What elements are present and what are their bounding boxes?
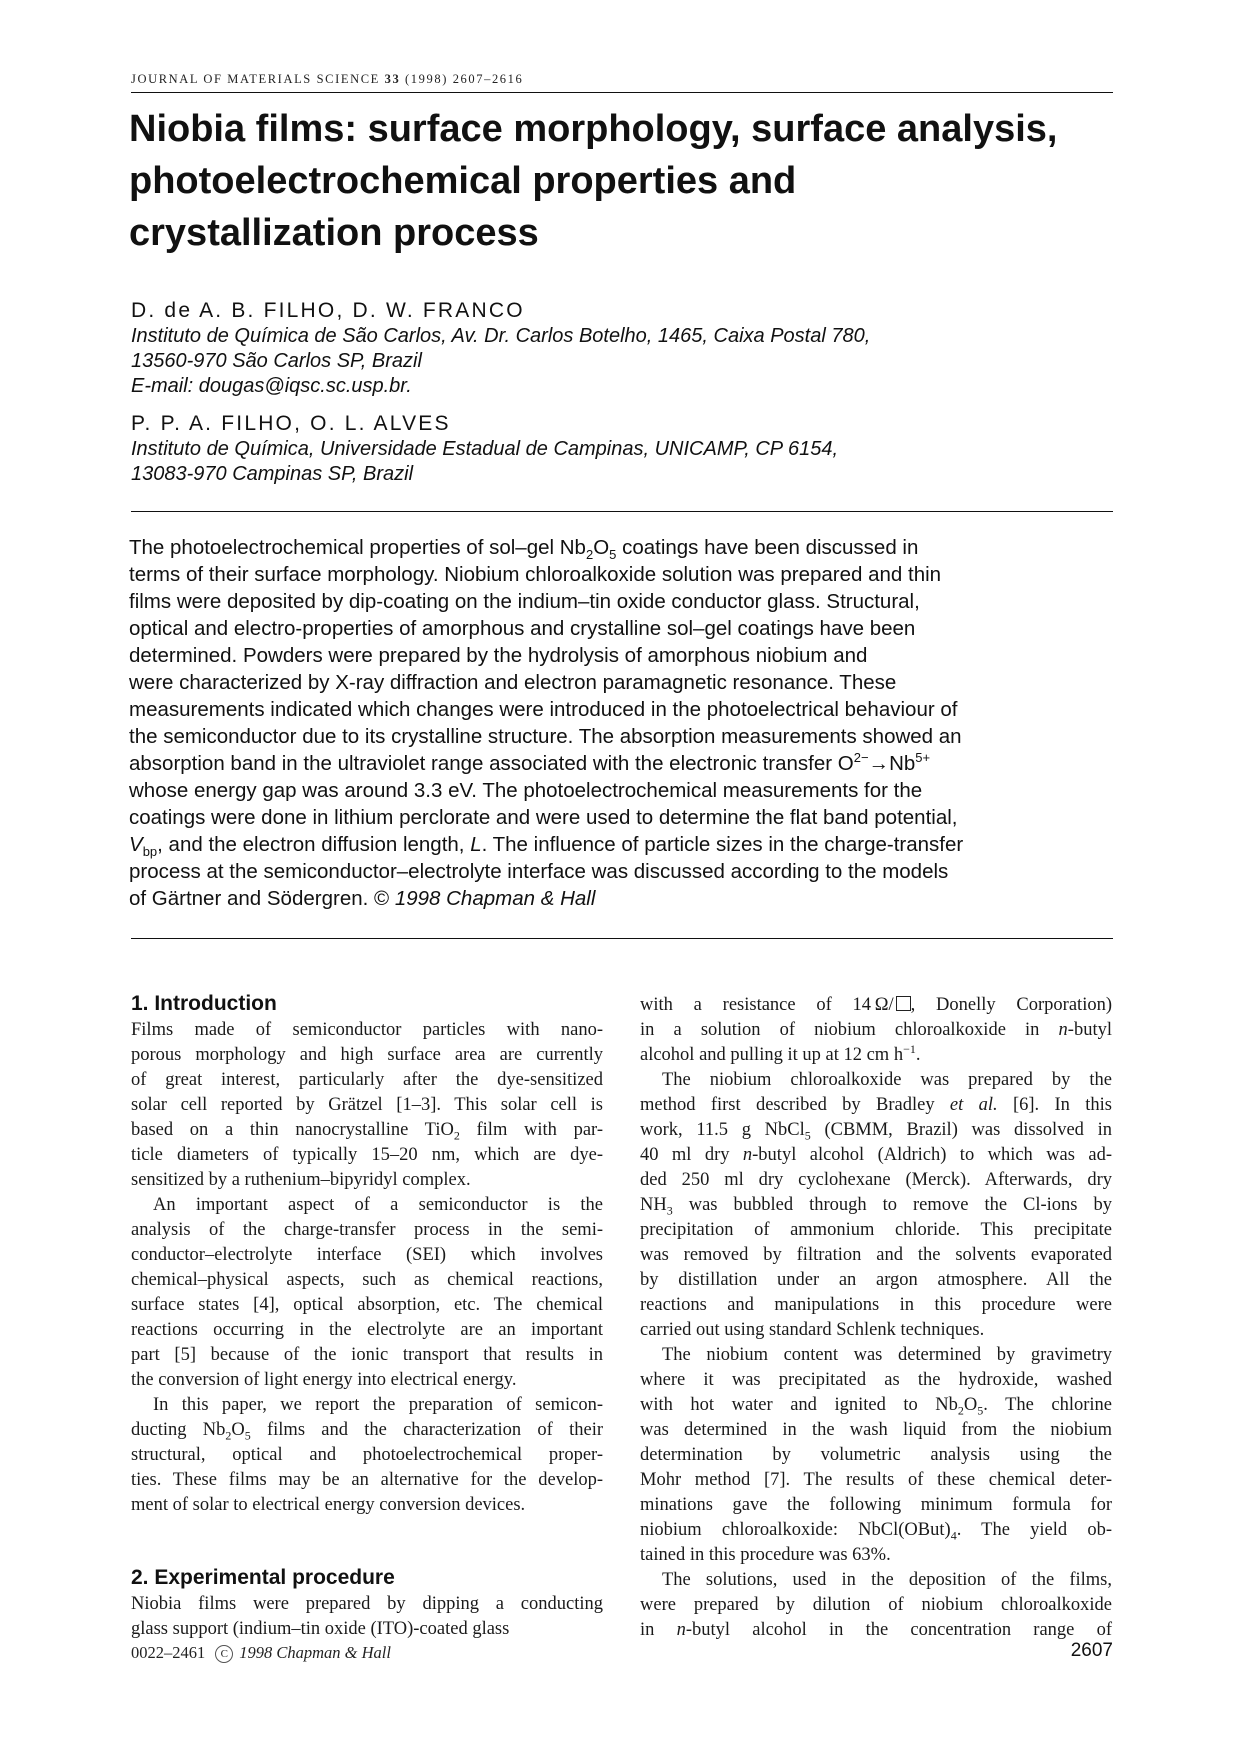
body-line: work, 11.5 g NbCl$_5$ (CBMM, Brazil) was dissolved in — [640, 1120, 1112, 1143]
abstract-line: the semiconductor due to its crystalline structure. The absorption measurements showed an — [129, 725, 962, 748]
body-line: method first described by Bradley et al. [6]. In this — [640, 1095, 1112, 1115]
body-line: was removed by filtration and the solvents evaporated — [640, 1245, 1112, 1265]
article-title — [129, 103, 1129, 259]
body-line: The niobium content was determined by gravimetry — [662, 1345, 1112, 1365]
affiliation-1 — [131, 324, 1111, 399]
body-line: An important aspect of a semiconductor is the — [153, 1195, 603, 1215]
body-line: solar cell reported by Grätzel [1–3]. This solar cell is — [131, 1095, 603, 1115]
abstract-line: whose energy gap was around 3.3 eV. The photoelectrochemical measurements for the — [129, 779, 923, 802]
body-line: determination by volumetric analysis using the — [640, 1445, 1112, 1465]
body-line: analysis of the charge-transfer process in the semi- — [131, 1220, 603, 1240]
body-line: where it was precipitated as the hydroxide, washed — [640, 1370, 1112, 1390]
title-line: photoelectrochemical properties and — [129, 160, 797, 202]
abstract-line: absorption band in the ultraviolet range associated with the electronic transfer $O^{2-}\to Nb^{5+}$ — [129, 750, 931, 775]
section-heading-experimental: 2. Experimental procedure — [131, 1566, 395, 1589]
title-line: crystallization process — [129, 212, 539, 254]
abstract-line: terms of their surface morphology. Niobium chloroalkoxide solution was prepared and thin — [129, 563, 942, 586]
body-line: porous morphology and high surface area are currently — [131, 1045, 603, 1065]
affiliation-line: 13560-970 São Carlos SP, Brazil — [131, 350, 422, 372]
body-line: The niobium chloroalkoxide was prepared by the — [662, 1070, 1112, 1090]
body-line: ticle diameters of typically 15–20 nm, which are dye- — [131, 1145, 603, 1165]
publisher: 1998 Chapman & Hall — [239, 1643, 391, 1662]
body-line: ment of solar to electrical energy conversion devices. — [131, 1495, 526, 1515]
abstract-bottom-rule — [131, 938, 1113, 939]
body-line: ducting $Nb_2O_5$ films and the characterization of their — [131, 1420, 603, 1443]
abstract-line: The photoelectrochemical properties of sol–gel $Nb_2O_5$ coatings have been discussed in — [129, 536, 919, 563]
copyright-icon: C — [215, 1645, 233, 1663]
body-line: carried out using standard Schlenk techniques. — [640, 1320, 985, 1340]
body-line: conductor–electrolyte interface (SEI) which involves — [131, 1245, 603, 1265]
body-line: tained in this procedure was 63%. — [640, 1545, 891, 1565]
abstract-line: $V_{bp}$, and the electron diffusion length, L. The influence of particle sizes in the charge-transfer — [129, 833, 964, 860]
abstract-line: determined. Powders were prepared by the hydrolysis of amorphous niobium and — [129, 644, 868, 667]
right-column — [640, 993, 1112, 1643]
abstract-top-rule — [131, 511, 1113, 512]
body-line: Mohr method [7]. The results of these chemical deter- — [640, 1470, 1112, 1490]
authors-group-1: D. de A. B. FILHO, D. W. FRANCO — [131, 299, 525, 322]
header-rule — [131, 92, 1113, 93]
body-line: part [5] because of the ionic transport that results in — [131, 1345, 603, 1365]
journal-volume: 33 — [384, 72, 401, 86]
footer-citation — [131, 1643, 391, 1663]
abstract-line: were characterized by X-ray diffraction and electron paramagnetic resonance. These — [129, 671, 897, 694]
left-column — [131, 1018, 603, 1518]
abstract-line: coatings were done in lithium perclorate and were used to determine the flat band potential, — [129, 806, 958, 829]
body-line: sensitized by a ruthenium–bipyridyl complex. — [131, 1170, 471, 1190]
body-line: by distillation under an argon atmosphere. All the — [640, 1270, 1112, 1290]
abstract-line: measurements indicated which changes were introduced in the photoelectrical behaviour of — [129, 698, 958, 721]
affiliation-line: Instituto de Química, Universidade Estadual de Campinas, UNICAMP, CP 6154, — [131, 438, 839, 460]
body-line: chemical–physical aspects, such as chemical reactions, — [131, 1270, 603, 1290]
abstract-line: films were deposited by dip-coating on the indium–tin oxide conductor glass. Structural, — [129, 590, 920, 613]
body-line: 40 ml dry n-butyl alcohol (Aldrich) to which was ad- — [640, 1145, 1112, 1165]
body-line: with a resistance of 14 Ω/ , Donelly Corporation) — [640, 995, 1112, 1015]
issn: 0022–2461 — [131, 1643, 206, 1662]
body-line: Niobia films were prepared by dipping a conducting — [131, 1594, 603, 1614]
body-line: in n-butyl alcohol in the concentration range of — [640, 1620, 1113, 1640]
body-line: minations gave the following minimum formula for — [640, 1495, 1112, 1515]
body-line: structural, optical and photoelectrochemical proper- — [131, 1445, 603, 1465]
body-line: precipitation of ammonium chloride. This precipitate — [640, 1220, 1112, 1240]
body-line: glass support (indium–tin oxide (ITO)-coated glass — [131, 1619, 510, 1639]
abstract — [129, 534, 1113, 912]
body-line: with hot water and ignited to $Nb_2O_5$. The chlorine — [640, 1395, 1112, 1418]
authors-group-2: P. P. A. FILHO, O. L. ALVES — [131, 412, 451, 435]
body-line: the conversion of light energy into electrical energy. — [131, 1370, 517, 1390]
body-line: niobium chloroalkoxide: $NbCl(OBut)_4$. The yield ob- — [640, 1520, 1112, 1543]
body-line: The solutions, used in the deposition of the films, — [662, 1570, 1112, 1590]
body-line: alcohol and pulling it up at 12 cm $h^{-1}$. — [640, 1041, 921, 1065]
affiliation-line: 13083-970 Campinas SP, Brazil — [131, 463, 414, 485]
page-number: 2607 — [1070, 1640, 1113, 1661]
running-head — [131, 72, 1111, 87]
body-line: was determined in the wash liquid from the niobium — [640, 1420, 1112, 1440]
body-line: were prepared by dilution of niobium chloroalkoxide — [640, 1595, 1112, 1615]
left-column-experimental — [131, 1592, 603, 1642]
body-line: reactions occurring in the electrolyte are an important — [131, 1320, 603, 1340]
body-line: In this paper, we report the preparation of semicon- — [153, 1395, 603, 1415]
affiliation-line: Instituto de Química de São Carlos, Av. Dr. Carlos Botelho, 1465, Caixa Postal 780, — [131, 325, 871, 347]
affiliation-email[interactable]: E-mail: dougas@iqsc.sc.usp.br. — [131, 375, 412, 397]
body-line: Films made of semiconductor particles with nano- — [131, 1020, 603, 1040]
abstract-copyright: 1998 Chapman & Hall — [394, 887, 596, 910]
body-line: in a solution of niobium chloroalkoxide in n-butyl — [640, 1020, 1112, 1040]
abstract-line: process at the semiconductor–electrolyte interface was discussed according to the models — [129, 860, 949, 883]
body-line: $NH_3$ was bubbled through to remove the Cl-ions by — [640, 1195, 1112, 1218]
journal-name: JOURNAL OF MATERIALS SCIENCE — [131, 72, 380, 86]
abstract-line: of Gärtner and Södergren. © 1998 Chapman & Hall — [129, 887, 596, 910]
body-line: ties. These films may be an alternative for the develop- — [131, 1470, 603, 1490]
title-line: Niobia films: surface morphology, surface analysis, — [129, 108, 1058, 150]
affiliation-2 — [131, 437, 1111, 487]
body-line: ded 250 ml dry cyclohexane (Merck). Afterwards, dry — [640, 1170, 1112, 1190]
square-symbol-icon — [896, 996, 911, 1011]
body-line: surface states [4], optical absorption, etc. The chemical — [131, 1295, 603, 1315]
body-line: based on a thin nanocrystalline TiO$_2$ film with par- — [131, 1120, 603, 1143]
abstract-line: optical and electro-properties of amorphous and crystalline sol–gel coatings have been — [129, 617, 916, 640]
journal-year-pages: (1998) 2607–2616 — [405, 72, 524, 86]
body-line: reactions and manipulations in this procedure were — [640, 1295, 1112, 1315]
section-heading-introduction: 1. Introduction — [131, 992, 277, 1015]
body-line: of great interest, particularly after the dye-sensitized — [131, 1070, 603, 1090]
